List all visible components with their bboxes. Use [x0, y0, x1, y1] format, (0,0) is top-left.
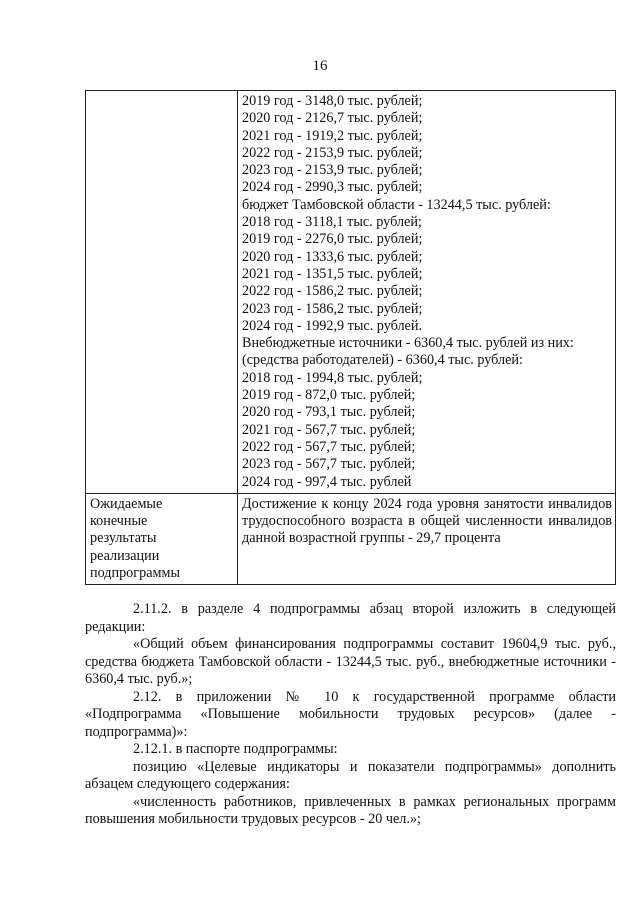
funding-label-cell	[86, 91, 238, 494]
paragraph-2-11-2: 2.11.2. в разделе 4 подпрограммы абзац второй изложить в следующей редакции:	[85, 601, 616, 635]
funding-line: (средства работодателей) - 6360,4 тыс. рублей:	[242, 352, 523, 369]
funding-line: 2022 год - 1586,2 тыс. рублей;	[242, 283, 423, 300]
expected-results-label-line: Ожидаемые	[90, 495, 163, 512]
funding-line: 2021 год - 1919,2 тыс. рублей;	[242, 127, 423, 144]
funding-line: 2019 год - 2276,0 тыс. рублей;	[242, 231, 423, 248]
funding-line: 2020 год - 1333,6 тыс. рублей;	[242, 248, 423, 265]
expected-results-label-line: реализации	[90, 547, 160, 564]
funding-line: 2018 год - 1994,8 тыс. рублей;	[242, 369, 423, 386]
funding-line: 2019 год - 3148,0 тыс. рублей;	[242, 93, 423, 109]
funding-value-cell	[238, 91, 616, 494]
paragraph-indicators: позицию «Целевые индикаторы и показатели подпрограммы» дополнить абзацем следующего содержания:	[85, 758, 616, 792]
funding-line: 2023 год - 567,7 тыс. рублей;	[242, 456, 416, 473]
paragraph-2-12-1: 2.12.1. в паспорте подпрограммы:	[133, 741, 338, 757]
expected-results-value-cell	[238, 493, 616, 584]
funding-row	[86, 91, 616, 494]
funding-line: Внебюджетные источники - 6360,4 тыс. рублей из них:	[242, 335, 574, 352]
funding-line: 2018 год - 3118,1 тыс. рублей;	[242, 214, 422, 231]
expected-results-label-line: результаты	[90, 530, 157, 547]
funding-line: 2020 год - 2126,7 тыс. рублей;	[242, 110, 423, 127]
funding-line: бюджет Тамбовской области - 13244,5 тыс. рублей:	[242, 196, 551, 213]
funding-line: 2023 год - 1586,2 тыс. рублей;	[242, 300, 423, 317]
paragraph-funding-quote: «Общий объем финансирования подпрограммы составит 19604,9 тыс. руб., средства бюджета Тамбовской области - 13244,5 тыс. руб., внебюджетные источники - 6360,4 тыс. руб.»;	[85, 636, 616, 687]
funding-line: 2024 год - 2990,3 тыс. рублей;	[242, 179, 423, 196]
expected-results-label-line: подпрограммы	[90, 565, 180, 582]
expected-results-label-cell	[86, 493, 238, 584]
funding-line: 2020 год - 793,1 тыс. рублей;	[242, 404, 416, 421]
amendment-text	[85, 601, 616, 829]
expected-results-label-line: конечные	[90, 513, 148, 530]
expected-results-value: Достижение к концу 2024 года уровня занятости инвалидов трудоспособного возраста в общей численности инвалидов данной возрастной группы - 29,7 процента	[242, 495, 612, 547]
subprogram-passport-table	[85, 90, 616, 585]
funding-line: 2022 год - 567,7 тыс. рублей;	[242, 438, 416, 455]
funding-line: 2023 год - 2153,9 тыс. рублей;	[242, 162, 423, 179]
paragraph-2-12: 2.12. в приложении № 10 к государственной программе области «Подпрограмма «Повышение мобильности трудовых ресурсов» (далее - подпрограмма)»:	[85, 688, 616, 740]
funding-line: 2022 год - 2153,9 тыс. рублей;	[242, 144, 423, 161]
expected-results-row	[86, 493, 616, 584]
funding-line: 2024 год - 997,4 тыс. рублей	[242, 473, 412, 490]
funding-line: 2024 год - 1992,9 тыс. рублей.	[242, 317, 422, 334]
paragraph-workers-quote: «численность работников, привлеченных в рамках региональных программ повышения мобильности трудовых ресурсов - 20 чел.»;	[85, 793, 616, 827]
funding-line: 2021 год - 1351,5 тыс. рублей;	[242, 265, 423, 282]
funding-line: 2019 год - 872,0 тыс. рублей;	[242, 387, 416, 404]
page-number: 16	[312, 58, 328, 74]
funding-line: 2021 год - 567,7 тыс. рублей;	[242, 421, 416, 438]
